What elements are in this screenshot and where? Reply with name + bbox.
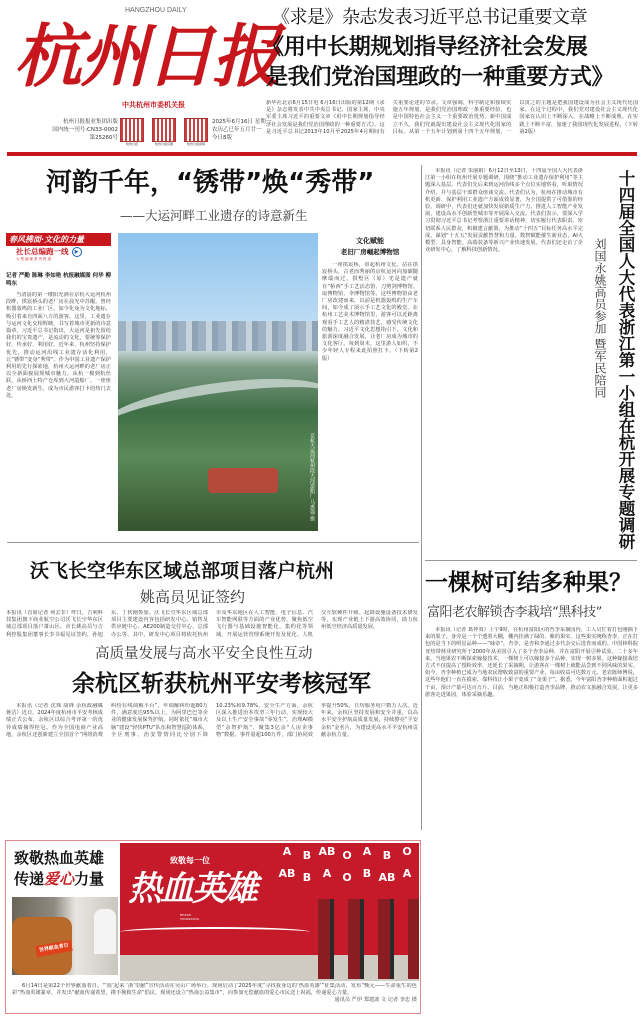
blood-type-letter: AB	[378, 871, 396, 884]
blood-type-letter: A	[322, 867, 332, 880]
feature-photo[interactable]	[118, 233, 318, 531]
volant-headline[interactable]: 沃飞长空华东区域总部项目落户杭州	[30, 560, 335, 582]
donor-poster: 世界献血者日	[35, 940, 72, 957]
blood-type-letter: A	[362, 845, 372, 858]
volant-body: 本报讯（首席记者 何去非）昨日，吉利科技集团旗下商业航空公司沃飞长空华东区域总部项目落户萧山区。市长姚高员与吉利控股集团董事长李书福见证签约，孙旭东、丁狄刚参加。沃飞长空华东区域总部项目主要建设内容包括研发中心、销售及供应链中心、AE200制造交付中心、总部办公等。其中，研发中心项目将依托杭州市及华东地区在人工智能、电子信息、汽车智能网联等方面的产业优势，聚焦低空飞行器与基础设施智能化、集约化等领域，开展运营管理系统开发及优化、人机交互软硬件升级、起降设施设备技术研发等，实现产业链上下游高效协同，助力杭州低空经济高质量发展。	[6, 610, 418, 638]
volunteers	[310, 899, 419, 979]
canal-bend	[118, 367, 318, 460]
tree-headline[interactable]: 一棵树可结多种果？	[425, 570, 632, 596]
blood-title-line2[interactable]	[14, 870, 104, 889]
series-badge[interactable]	[6, 233, 111, 267]
lead-kicker: 《求是》杂志发表习近平总书记重要文章	[272, 7, 587, 28]
banner-small-text: 致敬每一位	[170, 856, 210, 865]
feature-body-left: 当清晨的第一缕阳光洒在京杭大运河杭州段畔，拱宸桥头的老厂房在晨光中苏醒。曾经机器轰鸣的工业厂区，如今化身为文化地标，吸引着来自四面八方的游客。这里，工业遗存与运河文化交相辉映，书写着城市更新的诗意篇章。习近平总书记指出，大运河是祖先留给我们的宝贵遗产，是流动的文化，要统筹保护好、传承好、利用好。近年来，杭州坚持保护优先，推动运河沿线工业遗存活化利用，让“锈带”变身“秀带”。作为中国工业遗产保护利用的先行探索地，杭州大运河畔的老厂房正以全新面貌展现城市魅力。从杭一棉到杭丝联，从桥西土特产仓库到大河造船厂，一座座老厂房焕发新生，成为市民游客打卡的热门去处。	[6, 292, 111, 399]
blood-banner-photo[interactable]	[120, 843, 419, 981]
nurse	[94, 909, 116, 954]
badge-title: 春风拂面·文化的力量	[6, 233, 111, 246]
divider	[421, 165, 422, 830]
feature-headline[interactable]: 河韵千年，“锈带”焕“秀带”	[46, 168, 375, 198]
lunar-date: 农历乙巳年五月廿一	[212, 127, 262, 133]
tree-body: 本报讯（记者 葛仲夷）上午9时，在杭州富阳区的杏李采摘园内，工人员忙着打包刚摘下来的果子。身旁是一个个透着大棚，棚内挂满了绿的、紫的果实。这些果实统称杏李，正在打包的是当下的明星品种——“味帝”。杏李，是杏和李通过多代杂交后选育而成的。中国林科院亚热带林业研究所于2000年从美国引入了多个杏李品种，并在富阳开展引种试验。二十多年来，当地果农不断探索嫁接技术，一棵树上可以嫁接多个品种，实现一树多果。这种嫁接栽培方式不仅提高了授粉效率，还延长了采摘期，让游客在一棵树上就能品尝到不同风味的果实。如今，杏李种植已成为当地农民增收致富的重要产业，每亩收益可达数万元。老农陈师傅说，这些年他们一直在摸索，靠科技让小果子变成了“金果子”。据悉，今年富阳杏李种植面积超过千亩，预计产量可达百万斤。目前，当地正积极打造杏李品牌，推动农文旅融合发展，让更多游客走进果园，体验采摘乐趣。	[425, 627, 638, 698]
blood-type-letter: B	[302, 849, 312, 862]
lead-body: 新华社北京6月15日电 6月16日出版的第12期《求是》杂志将发表中共中央总书记、国家主席、中央军委主席习近平的重要文章《用中长期规划指导经济社会发展是我们党治国理政的一种重要方式》。这是习近平总书记2013年10月至2025年4月期间有关重要论述的节录。文章强调，科学制定和接续实施五年规划，是我们党治国理政一条重要经验，也是中国特色社会主义一个重要政治优势。新中国成立不久，我们党就提出建设社会主义现代化国家的目标。从第一个五年计划到第十四个五年规划，一以贯之的主题是把我国建设成为社会主义现代化国家。在这个过程中，我们党对建设社会主义现代化国家在认识上不断深入、在战略上不断成熟、在实践上不断丰富，加速了我国现代化发展进程。（下转第2版）	[266, 100, 638, 135]
masthead-rule	[7, 152, 637, 156]
title-part: 传递	[14, 870, 45, 888]
mid-article-subtitle: 老旧厂房崛起博物馆	[340, 248, 400, 256]
qr-code-1[interactable]: 杭州日报	[120, 118, 144, 146]
divider	[7, 542, 419, 543]
npc-body: 本报讯（记者 朱丽娟）6月12日至13日，十四届全国人大代表浙江第一小组在杭州开展专题调研，围绕“推动工业遗存保护利用”等主题深入基层。代表们先后来到运河沿线多个点位实地察看，听取情况介绍，并与基层干部群众座谈交流。代表们认为，杭州在推动城市有机更新、保护利用工业遗产方面成效显著，为全国提供了可借鉴的经验。调研中，代表们还就加快发展新质生产力、推进人工智能产业发展、建设高水平创新型城市等开展深入交流。代表们表示，要深入学习贯彻习近平总书记考察浙江重要讲话精神，切实履行代表职责，密切联系人民群众，积极建言献策，为推动“十四五”目标任务高水平完成、谋划“十五五”发展贡献智慧和力量。数智赋能催生新业态，AI大模型、具身智能、高端装备等新兴产业快速发展。代表们还走访了企业研发中心，了解科技创新情况。	[425, 168, 583, 254]
qr-code-3[interactable]: 杭州日报视频	[184, 118, 208, 146]
newspaper-logo: 杭州日报	[14, 17, 279, 97]
issn: 国内统一刊号:CN33-0002	[52, 127, 118, 133]
party-organ-label: 中共杭州市委机关报	[122, 101, 185, 109]
blood-caption	[12, 983, 417, 1012]
npc-headline[interactable]: 十四届全国人大代表浙江第一小组在杭开展专题调研	[616, 170, 635, 550]
blood-title-line1[interactable]: 致敬热血英雄	[14, 849, 105, 867]
red-roofs	[208, 468, 278, 493]
publisher-info	[28, 118, 118, 142]
play-icon[interactable]: ▶	[72, 247, 82, 257]
lead-headline-line1[interactable]: 《用中长期规划指导经济社会发展	[262, 35, 588, 60]
blood-type-letter: O	[342, 871, 352, 884]
date: 2025年6月16日 星期一	[212, 119, 272, 125]
blood-type-letter: B	[382, 849, 392, 862]
feature-byline: 记者 严勤 陈琳 李如艳 杭报融媒图 何华 柳鸣东	[6, 273, 111, 287]
title-love: 爱心	[44, 870, 75, 888]
banner-pinyin: REXUE YINGXIONG	[180, 913, 199, 921]
qr-codes	[120, 118, 208, 146]
npc-subtitle: 刘国永姚高员参加 暨军民陪同	[593, 238, 607, 398]
volant-subtitle: 姚高员见证签约	[140, 588, 246, 606]
feature-body-mid: 一座拱宸桥，串起杭州文化。站在拱宸桥头，古老而秀丽的京杭运河向加碳随摩端而过。拱墅区（原）光是遗产就有“桥西”手工艺活态馆、刀剪剑博物馆、扇博物馆、伞博物馆等。这些博物馆由老厂房改建而来，以前是机器轰鸣的生产车间，如今成了展示手工艺文化的殿堂。在杭州工艺美术博物馆里，游客可以近距离观看手工艺人的精湛技艺，感受传统文化的魅力。习近平文化思想指引下，文化和旅游深度融合发展，让老厂房成为城市的文化客厅。每到周末，这里游人如织，不少年轻人专程来此拍照打卡。（下转第2版）	[322, 262, 418, 362]
badge-subtitle: 社长总编跑一线	[16, 247, 69, 256]
photo-caption: 京杭大运河杭州段大河造船厂 马惠强 摄	[309, 432, 315, 521]
blood-type-letter: B	[362, 867, 372, 880]
publisher: 杭州日报报业集团出版	[62, 119, 118, 125]
blood-type-letter: B	[302, 871, 312, 884]
masthead-english: HANGZHOU DAILY	[125, 7, 187, 14]
blood-type-letter: AB	[278, 867, 296, 880]
banner-big-text: 热血英雄	[128, 869, 256, 909]
tree-subtitle: 富阳老农解锁杏李栽培“黑科技”	[427, 605, 602, 620]
blood-type-letter: O	[342, 849, 352, 862]
blood-type-letter: A	[282, 845, 292, 858]
page-count: 今日8版	[212, 135, 232, 141]
safety-body: 本报讯（记者 沈珠 胡锋 余杭政融媒 蒋洁）近日，2024年度杭州市平安考核成绩正式公布，余杭区以综合考评第一的优异成绩摘得桂冠。作为全国电商产业高地，余杭区还创新建立全国首个“网络消费纠纷在线调解平台”，年调解纠纷超80万件，满意度达95%以上，为阿里巴巴等企业的健康发展保驾护航。同时依托“城市大脑”建设“轻快PTU”队伍和智慧巡防体系，全区刑事、治安警情同比分别下降10.23%和9.78%。安全生产方面，余杭区深入推进治本攻坚三年行动，实现较大及以上生产安全事故“零发生”。治理AI模型“余智护航”，聚集3亿余“人房企事物”数据，事件量超100万件，部门协同效率提升50%，日均服务用户数万人次。近年来，余杭区坚持发展和安全并重，以高水平安全护航高质量发展，持续擦亮“平安余杭”金名片，为建设更高水平平安杭州贡献余杭力量。	[6, 703, 418, 738]
photo-credit: 通讯员 严伊 郑建波 文 记者 李忠 摄	[334, 997, 417, 1004]
donor-photo[interactable]	[12, 897, 118, 975]
blood-type-letter: O	[402, 845, 412, 858]
lead-headline-line2[interactable]: 是我们党治国理政的一种重要方式》	[266, 65, 614, 90]
blood-type-letter: A	[402, 867, 412, 880]
blood-type-letters	[277, 845, 417, 895]
issue-number: 第25260号	[89, 135, 118, 141]
caption-text: 6月14日是第22个世界献血者日。“‘血’起来 ‘浙’里献”宣传活动在吴山广场举行。现场启动了2025年度“寻找我身边的‘热血英雄’”征集活动，发布“甄元——生命重生的色彩”热血英雄篆章，并发出“献血传递希望，携手挽救生命”倡议。现场还设立“热血公益集市”，向参加无偿献血的爱心市民送上祝福，传递爱心力量。	[12, 983, 417, 997]
date-info	[212, 118, 271, 142]
banner-swoosh	[120, 927, 310, 937]
safety-kicker: 高质量发展与高水平安全良性互动	[95, 646, 313, 662]
qr-code-2[interactable]: 杭州日报官微	[152, 118, 176, 146]
blood-type-letter: AB	[318, 845, 336, 858]
safety-headline[interactable]: 余杭区斩获杭州平安考核冠军	[72, 671, 371, 697]
badge-note: 大型融媒系列报道	[16, 257, 52, 261]
feature-subtitle: ——大运河畔工业遗存的诗意新生	[120, 208, 308, 223]
divider	[425, 560, 637, 561]
mid-article-title: 文化赋能	[356, 237, 384, 245]
title-part: 力量	[74, 870, 105, 888]
skyline	[118, 321, 318, 351]
